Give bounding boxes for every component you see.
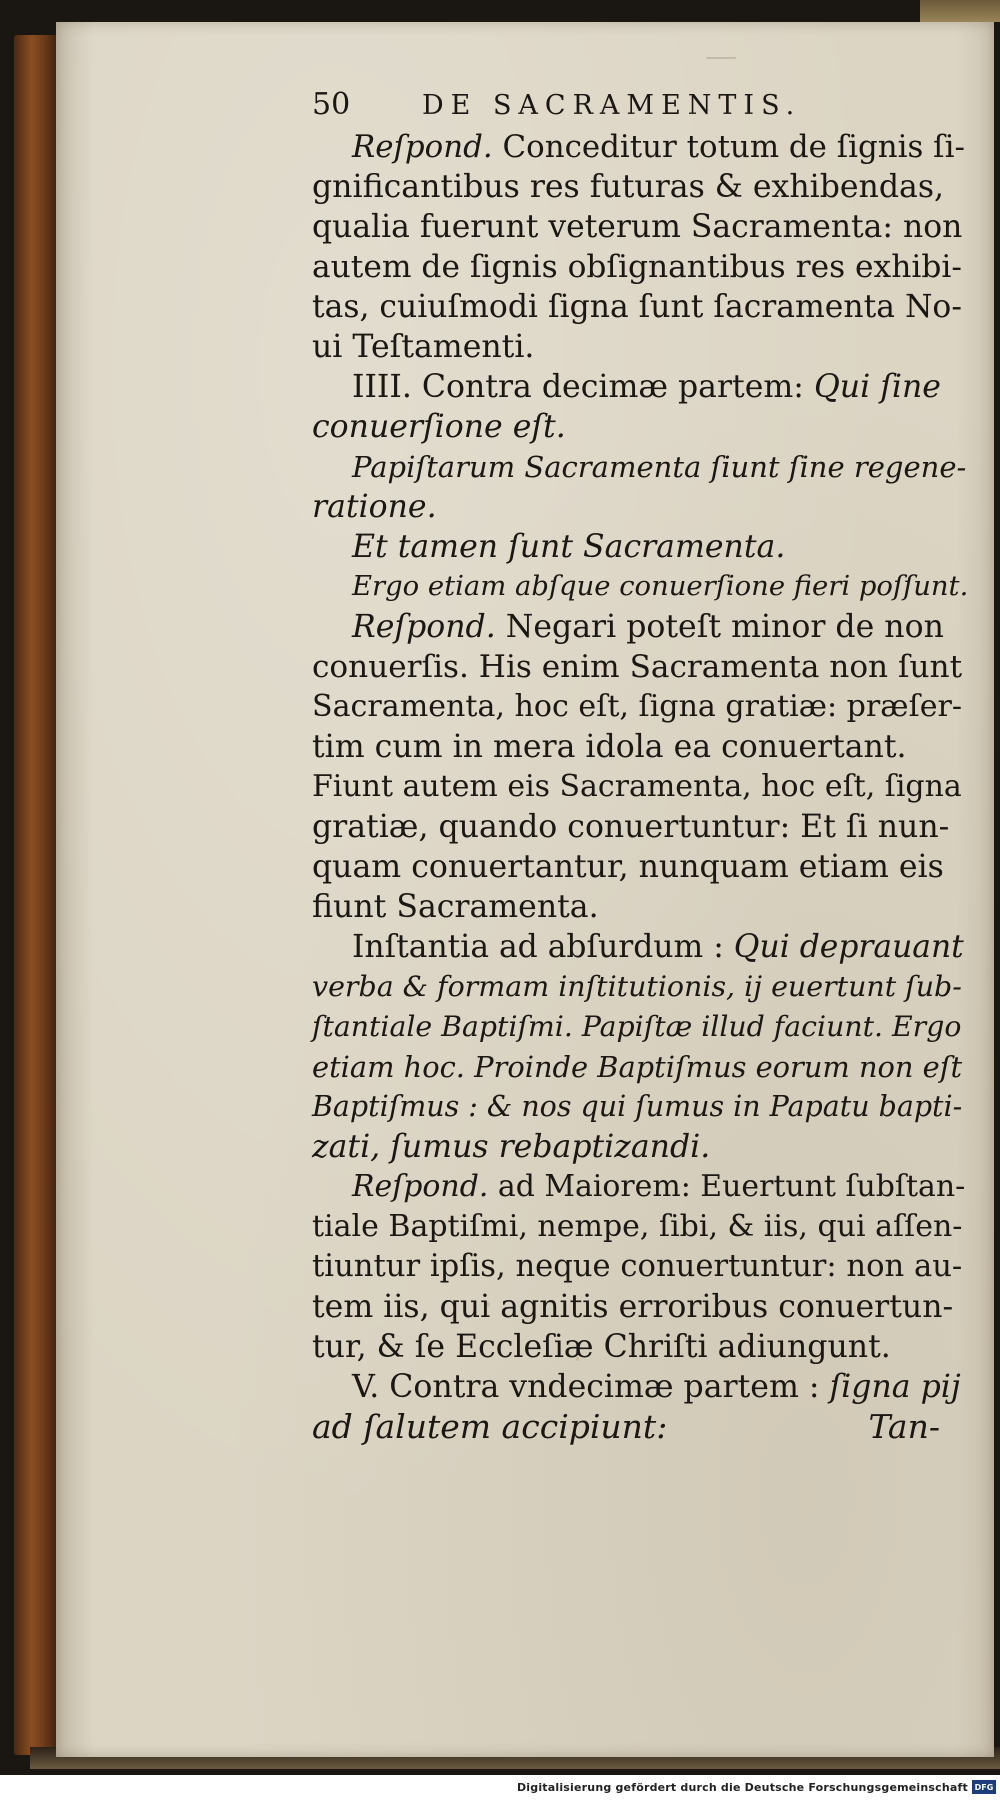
italic-segment: Reſpond. — [352, 1169, 489, 1204]
footer-bar — [0, 1775, 1000, 1803]
text-line — [312, 727, 992, 767]
text-line — [312, 687, 992, 727]
italic-segment: ratione. — [312, 489, 437, 525]
roman-segment: Sacramenta, hoc eſt, ſigna gratiæ: præſer- — [312, 689, 963, 724]
italic-segment: ſigna pij — [829, 1369, 961, 1405]
italic-segment: Qui ſine — [813, 369, 941, 405]
roman-segment: gratiæ, quando conuertuntur: Et ſi nun- — [312, 809, 950, 845]
roman-segment: tiuntur ipſis, neque conuertuntur: non au- — [312, 1249, 963, 1284]
text-line — [312, 807, 992, 847]
running-head — [312, 85, 992, 127]
roman-segment: autem de ſignis obſignantibus res exhibi- — [312, 249, 962, 285]
text-line — [312, 1287, 992, 1327]
roman-segment: V. Contra vndecimæ partem : — [352, 1369, 830, 1405]
text-line — [312, 487, 992, 527]
footer-credit: Digitalisierung gefördert durch die Deutsche Forschungsgemeinschaft — [516, 1781, 968, 1794]
text-line — [312, 407, 992, 447]
italic-segment: verba & formam inſtitutionis, ij euertunt ſub- — [312, 970, 962, 1003]
italic-segment: Et tamen ſunt Sacramenta. — [352, 529, 786, 565]
last-line-text: ad ſalutem accipiunt: — [312, 1407, 668, 1446]
dfg-logo-icon: DFG — [972, 1780, 996, 1794]
roman-segment: gnificantibus res futuras & exhibendas, — [312, 169, 945, 205]
text-line — [312, 287, 992, 327]
roman-segment: quam conuertantur, nunquam etiam eis — [312, 849, 944, 885]
roman-segment: Fiunt autem eis Sacramenta, hoc eſt, ſigna — [312, 769, 962, 804]
roman-segment: tas, cuiuſmodi ſigna ſunt ſacramenta No- — [312, 289, 962, 325]
catchword: Tan- — [868, 1407, 940, 1446]
roman-segment: ui Teſtamenti. — [312, 329, 535, 365]
text-line — [312, 607, 992, 647]
text-line — [312, 767, 992, 807]
text-line — [312, 447, 992, 487]
text-line — [312, 207, 992, 247]
italic-segment: Reſpond. — [352, 129, 493, 165]
italic-segment: Reſpond. — [352, 609, 496, 645]
text-line — [312, 1127, 992, 1167]
text-line — [312, 127, 992, 167]
text-line — [312, 1247, 992, 1287]
text-line — [312, 967, 992, 1007]
text-line — [312, 887, 992, 927]
roman-segment: tur, & ſe Eccleſiæ Chriſti adiungunt. — [312, 1329, 891, 1365]
text-line — [312, 847, 992, 887]
text-line — [312, 1007, 992, 1047]
text-line — [312, 1327, 992, 1367]
text-line — [312, 1367, 992, 1407]
text-line — [312, 167, 992, 207]
italic-segment: zati, ſumus rebaptizandi. — [312, 1129, 711, 1165]
italic-segment: ſtantiale Baptiſmi. Papiſtæ illud faciunt. Ergo — [312, 1010, 962, 1043]
italic-segment: etiam hoc. Proinde Baptiſmus eorum non eſt — [312, 1050, 963, 1084]
roman-segment: Inſtantia ad abſurdum : — [352, 929, 734, 965]
last-line — [312, 1407, 940, 1447]
roman-segment: fiunt Sacramenta. — [312, 889, 599, 925]
roman-segment: IIII. Contra decimæ partem: — [352, 369, 814, 405]
text-line — [312, 647, 992, 687]
text-line — [312, 1047, 992, 1087]
roman-segment: tim cum in mera idola ea conuertant. — [312, 729, 907, 765]
roman-segment: tem iis, qui agnitis erroribus conuertun- — [312, 1289, 954, 1325]
italic-segment: conuerſione eſt. — [312, 409, 566, 445]
text-line — [312, 1207, 992, 1247]
roman-segment: tiale Baptiſmi, nempe, ſibi, & iis, qui aſſen- — [312, 1209, 963, 1244]
text-line — [312, 1167, 992, 1207]
text-line — [312, 327, 992, 367]
binding-board-left — [14, 35, 58, 1755]
text-line — [312, 567, 992, 607]
roman-segment: ad Maiorem: Euertunt ſubſtan- — [488, 1169, 966, 1204]
binding-board-top — [920, 0, 1000, 22]
text-line — [312, 367, 992, 407]
running-title: DE SACRAMENTIS. — [422, 90, 802, 121]
italic-segment: Ergo etiam abſque conuerſione fieri poſſunt. — [352, 571, 969, 602]
paper-scratch — [706, 57, 736, 59]
text-line — [312, 247, 992, 287]
text-line — [312, 927, 992, 967]
roman-segment: conuerſis. His enim Sacramenta non ſunt — [312, 649, 963, 685]
text-line — [312, 1087, 992, 1127]
italic-segment: Baptiſmus : & nos qui ſumus in Papatu bapti- — [312, 1090, 963, 1123]
page-number: 50 — [312, 87, 351, 122]
italic-segment: Papiſtarum Sacramenta ſiunt ſine regene- — [352, 450, 967, 484]
roman-segment: qualia fuerunt veterum Sacramenta: non — [312, 209, 963, 245]
roman-segment: Conceditur totum de ſignis ſi- — [492, 129, 965, 165]
roman-segment: Negari poteſt minor de non — [495, 609, 944, 645]
text-lines — [312, 127, 992, 1407]
italic-segment: Qui deprauant — [733, 929, 964, 965]
text-line — [312, 527, 992, 567]
text-block — [312, 85, 992, 1447]
